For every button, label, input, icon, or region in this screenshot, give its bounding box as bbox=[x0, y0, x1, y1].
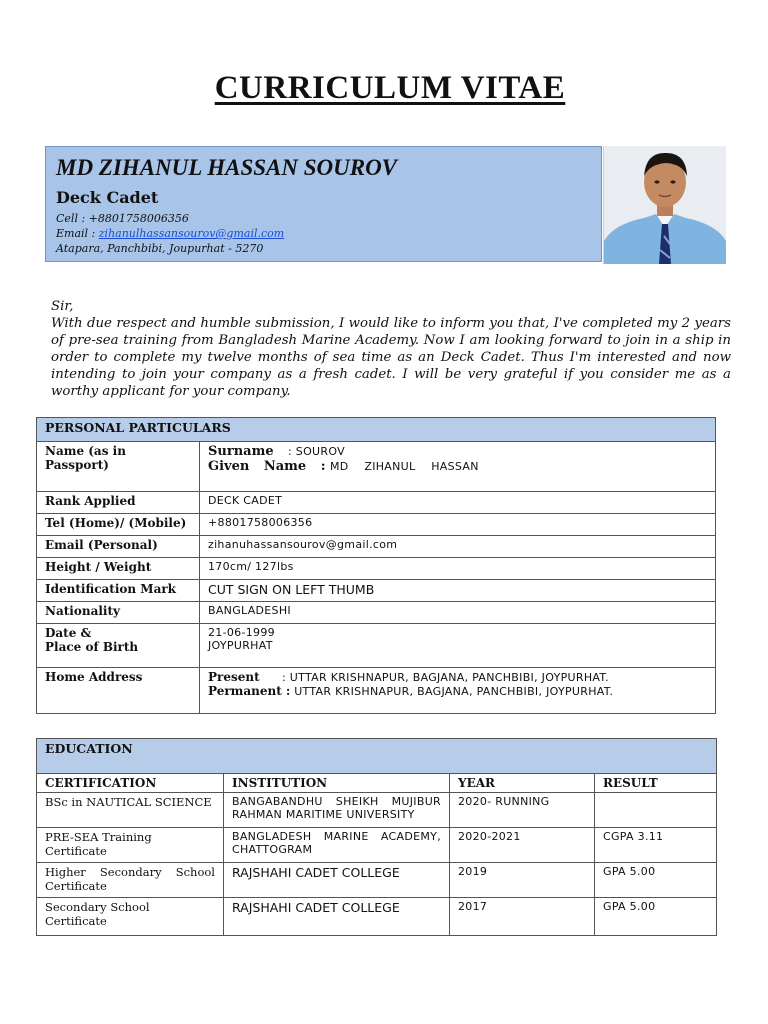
address-label: Home Address bbox=[37, 668, 200, 714]
cell-number: Cell : +8801758006356 bbox=[56, 212, 189, 225]
given-name-label: Given Name : bbox=[208, 459, 326, 474]
candidate-name: MD ZIHANUL HASSAN SOUROV bbox=[56, 155, 398, 180]
col-year: YEAR bbox=[450, 774, 595, 793]
identification-label: Identification Mark bbox=[37, 580, 200, 602]
email-label: Email (Personal) bbox=[37, 536, 200, 558]
address: Atapara, Panchbibi, Joupurhat - 5270 bbox=[56, 242, 264, 255]
present-value: : UTTAR KRISHNAPUR, BAGJANA, PANCHBIBI, JOYPURHAT. bbox=[282, 671, 609, 684]
surname-value: : SOUROV bbox=[288, 445, 345, 458]
inst-cell: RAJSHAHI CADET COLLEGE bbox=[224, 863, 450, 898]
profile-photo bbox=[603, 146, 726, 264]
table-row bbox=[37, 828, 717, 863]
year-cell: 2020-2021 bbox=[450, 828, 595, 863]
email-line bbox=[56, 226, 591, 241]
email-link[interactable]: zihanulhassansourov@gmail.com bbox=[98, 227, 285, 240]
contact-info bbox=[56, 211, 591, 256]
education-table bbox=[36, 738, 717, 936]
cover-letter bbox=[51, 298, 731, 400]
rank-label: Rank Applied bbox=[37, 492, 200, 514]
col-certification: CERTIFICATION bbox=[37, 774, 224, 793]
candidate-rank: Deck Cadet bbox=[56, 188, 159, 207]
inst-cell: BANGABANDHU SHEIKH MUJIBUR RAHMAN MARITIME UNIVERSITY bbox=[224, 793, 450, 828]
height-weight-value: 170cm/ 127lbs bbox=[200, 558, 716, 580]
cert-cell: PRE-SEA Training Certificate bbox=[37, 828, 224, 863]
header-box bbox=[45, 146, 602, 262]
email-label: Email : bbox=[56, 227, 99, 240]
cert-cell: Secondary School Certificate bbox=[37, 898, 224, 936]
permanent-label: Permanent : bbox=[208, 684, 291, 698]
email-value: zihanuhassansourov@gmail.com bbox=[200, 536, 716, 558]
salutation: Sir, bbox=[51, 299, 74, 314]
name-label: Name (as in Passport) bbox=[37, 442, 200, 492]
address-value bbox=[200, 668, 716, 714]
col-institution: INSTITUTION bbox=[224, 774, 450, 793]
given-name-value: MD ZIHANUL HASSAN bbox=[330, 460, 479, 473]
result-cell: GPA 5.00 bbox=[595, 898, 717, 936]
table-row bbox=[37, 863, 717, 898]
col-result: RESULT bbox=[595, 774, 717, 793]
year-cell: 2019 bbox=[450, 863, 595, 898]
identification-value: CUT SIGN ON LEFT THUMB bbox=[200, 580, 716, 602]
present-label: Present bbox=[208, 670, 260, 684]
permanent-value: UTTAR KRISHNAPUR, BAGJANA, PANCHBIBI, JOYPURHAT. bbox=[294, 685, 614, 698]
tel-value: +8801758006356 bbox=[200, 514, 716, 536]
cert-cell: Higher Secondary School Certificate bbox=[37, 863, 224, 898]
result-cell: CGPA 3.11 bbox=[595, 828, 717, 863]
letter-body: With due respect and humble submission, I would like to inform you that, I've completed my 2 years of pre-sea training from Bangladesh Marine Academy. Now I am looking forward to join in a ship in order to complete my twelve months of sea time as an Deck Cadet. Thus I'm interested and now intending to join your company as a fresh cadet. I will be very grateful if you consider me as a worthy applicant for your company. bbox=[51, 316, 731, 399]
personal-particulars-table bbox=[36, 417, 716, 714]
page-title: CURRICULUM VITAE bbox=[214, 70, 566, 106]
personal-heading: PERSONAL PARTICULARS bbox=[37, 418, 716, 442]
dob-label: Date & Place of Birth bbox=[37, 624, 200, 668]
result-cell bbox=[595, 793, 717, 828]
surname-label: Surname bbox=[208, 444, 274, 459]
result-cell: GPA 5.00 bbox=[595, 863, 717, 898]
cert-cell: BSc in NAUTICAL SCIENCE bbox=[37, 793, 224, 828]
table-row bbox=[37, 898, 717, 936]
tel-label: Tel (Home)/ (Mobile) bbox=[37, 514, 200, 536]
nationality-value: BANGLADESHI bbox=[200, 602, 716, 624]
name-value bbox=[200, 442, 716, 492]
nationality-label: Nationality bbox=[37, 602, 200, 624]
inst-cell: RAJSHAHI CADET COLLEGE bbox=[224, 898, 450, 936]
inst-cell: BANGLADESH MARINE ACADEMY, CHATTOGRAM bbox=[224, 828, 450, 863]
year-cell: 2020- RUNNING bbox=[450, 793, 595, 828]
person-photo-icon bbox=[604, 146, 726, 264]
dob-value: 21-06-1999 JOYPURHAT bbox=[200, 624, 716, 668]
year-cell: 2017 bbox=[450, 898, 595, 936]
rank-value: DECK CADET bbox=[200, 492, 716, 514]
height-weight-label: Height / Weight bbox=[37, 558, 200, 580]
education-heading: EDUCATION bbox=[37, 739, 717, 774]
table-row bbox=[37, 793, 717, 828]
